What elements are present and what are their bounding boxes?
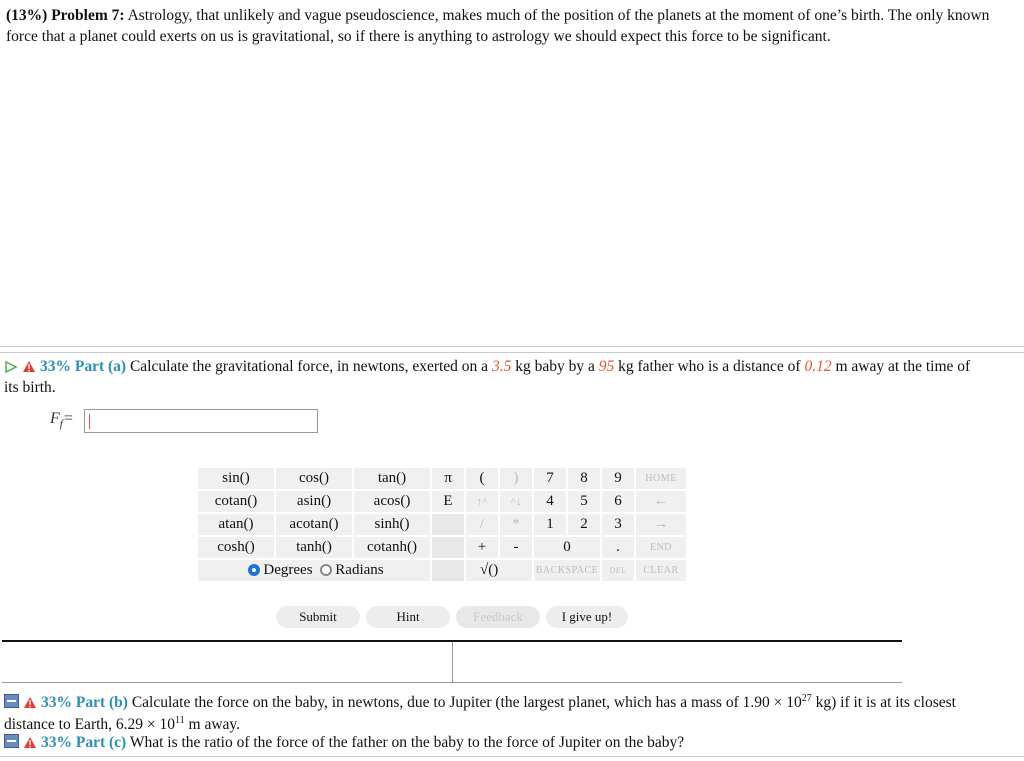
key-minus[interactable]: - [500,537,532,558]
key-4[interactable]: 4 [534,491,566,512]
key-tanh[interactable]: tanh() [276,537,352,558]
father-mass-value: 95 [598,358,615,375]
key-cotanh[interactable]: cotanh() [354,537,430,558]
radians-label[interactable]: Radians [335,562,384,578]
answer-equals: = [62,410,74,427]
distance-value: 0.12 [804,358,832,375]
divider [0,756,1024,757]
problem-body: Astrology, that unlikely and vague pseudoscience, makes much of the position of the planets at the moment of one’s birth. The only known force that a planet could exerts on us is gravitational, so if there is anything to astrology we should expect this force to be significant. [6,7,990,45]
key-home[interactable]: HOME [636,468,686,489]
key-close-paren[interactable]: ) [500,468,532,489]
key-cos[interactable]: cos() [276,468,352,489]
key-acotan[interactable]: acotan() [276,514,352,535]
warning-icon [23,734,37,755]
key-tan[interactable]: tan() [354,468,430,489]
part-b-exponent-1: 27 [801,693,812,704]
degrees-label[interactable]: Degrees [263,562,313,578]
key-pi[interactable]: π [432,468,464,489]
key-decimal[interactable]: . [602,537,634,558]
key-e[interactable]: E [432,491,464,512]
part-c-text: What is the ratio of the force of the father on the baby to the force of Jupiter on the baby? [129,734,685,751]
submission-history-table [2,640,902,683]
collapse-icon[interactable] [4,694,19,708]
part-c-question [4,732,1024,755]
divider [0,352,1024,353]
part-a-text-3: kg father who is a distance of [618,358,801,375]
answer-symbol: F [50,410,60,427]
key-end[interactable]: END [636,537,686,558]
problem-statement [6,5,1016,47]
key-sinh[interactable]: sinh() [354,514,430,535]
key-atan[interactable]: atan() [198,514,274,535]
divider [0,346,1024,347]
part-b-text-4: m away. [188,716,241,734]
part-a-text-2: kg baby by a [515,358,595,375]
hint-button[interactable]: Hint [366,606,450,628]
give-up-button[interactable]: I give up! [546,606,628,628]
key-cosh[interactable]: cosh() [198,537,274,558]
key-6[interactable]: 6 [602,491,634,512]
key-blank [432,537,464,558]
part-a-text-1: Calculate the gravitational force, in newtons, exerted on a [129,358,489,375]
warning-icon [22,358,36,379]
key-open-paren[interactable]: ( [466,468,498,489]
collapse-icon[interactable] [4,734,19,748]
key-7[interactable]: 7 [534,468,566,489]
text-caret [89,414,90,429]
key-backspace[interactable]: BACKSPACE [534,560,600,581]
history-column [2,642,453,682]
answer-subscript: f [59,418,63,431]
key-acos[interactable]: acos() [354,491,430,512]
key-left-arrow[interactable]: ← [636,491,686,512]
key-asin[interactable]: asin() [276,491,352,512]
play-icon[interactable] [4,358,18,379]
key-plus[interactable]: + [466,537,498,558]
key-3[interactable]: 3 [602,514,634,535]
part-b-percent: 33% Part (b) [41,694,128,712]
angle-mode-selector [198,560,430,581]
problem-heading: (13%) Problem 7: [6,7,125,24]
degrees-radio[interactable] [248,564,260,576]
part-a-question [4,356,1024,379]
key-del[interactable]: DEL [602,560,634,581]
radians-radio[interactable] [320,564,332,576]
key-1[interactable]: 1 [534,514,566,535]
key-2[interactable]: 2 [568,514,600,535]
part-a-text-line2: its birth. [4,379,56,396]
key-right-arrow[interactable]: → [636,514,686,535]
baby-mass-value: 3.5 [491,358,512,375]
key-5[interactable]: 5 [568,491,600,512]
part-b-exponent-2: 11 [175,715,185,726]
key-9[interactable]: 9 [602,468,634,489]
key-clear[interactable]: CLEAR [636,560,686,581]
feedback-button[interactable]: Feedback [456,606,540,628]
key-0[interactable]: 0 [534,537,600,558]
part-b-text-1: Calculate the force on the baby, in newtons, due to Jupiter (the largest planet, which has a mass of 1.90 × 10 [131,694,802,712]
part-a-percent: 33% Part (a) [40,358,127,375]
part-b-text-3: distance to Earth, 6.29 × 10 [4,716,176,734]
part-c-percent: 33% Part (c) [41,734,127,751]
part-b-text-2: kg) if it is at its closest [815,694,956,712]
key-8[interactable]: 8 [568,468,600,489]
key-blank [432,514,464,535]
part-a-text-4: m away at the time of [835,358,971,375]
answer-label [50,410,74,430]
key-divide[interactable]: / [466,514,498,535]
key-sin[interactable]: sin() [198,468,274,489]
calculator-keypad [196,466,688,583]
key-blank [432,560,464,581]
key-up-exp[interactable]: ↑^ [466,491,498,512]
key-down-exp[interactable]: ^↓ [500,491,532,512]
key-sqrt[interactable]: √() [466,560,532,581]
key-multiply[interactable]: * [500,514,532,535]
key-cotan[interactable]: cotan() [198,491,274,512]
submit-button[interactable]: Submit [276,606,360,628]
answer-input[interactable] [84,409,318,433]
